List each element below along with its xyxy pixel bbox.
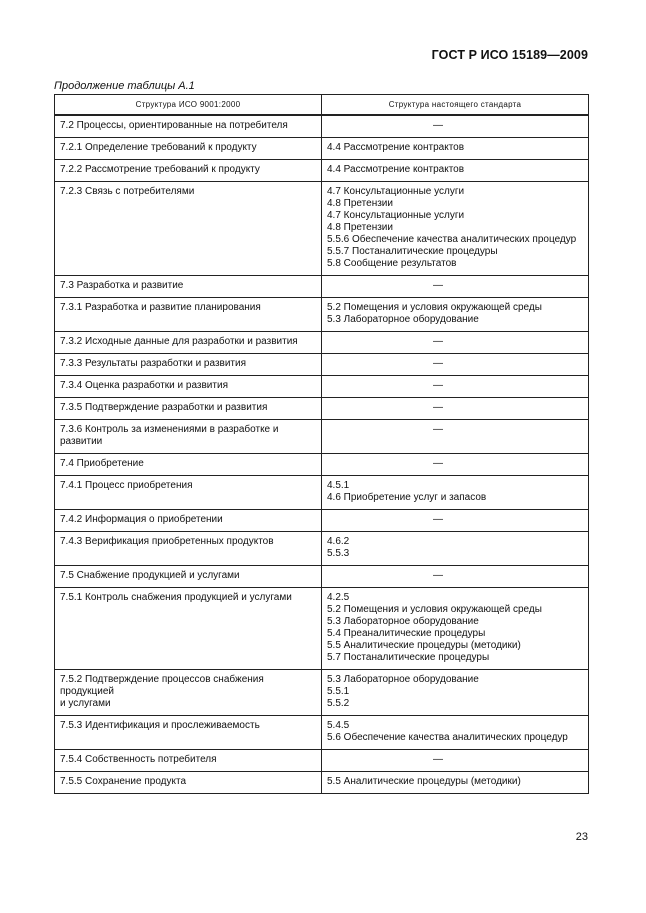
standard-clause-line: — xyxy=(433,120,443,131)
iso-clause-line: 7.5.3 Идентификация и прослеживаемость xyxy=(60,720,260,731)
iso-clause-line: 7.3.5 Подтверждение разработки и развития xyxy=(60,402,268,413)
iso-clause-line: 7.3.6 Контроль за изменениями в разработке и развитии xyxy=(60,424,279,447)
standard-clause-line: 5.3 Лабораторное оборудование xyxy=(327,314,479,325)
standard-clause-line: 5.5 Аналитические процедуры (методики) xyxy=(327,776,521,787)
iso-clause-cell xyxy=(55,454,322,476)
table-row xyxy=(55,566,589,588)
standard-clause-line: — xyxy=(433,514,443,525)
standard-clause-line: 4.4 Рассмотрение контрактов xyxy=(327,164,465,175)
standard-clause-line: 4.7 Консультационные услуги xyxy=(327,210,465,221)
iso-clause-cell xyxy=(55,510,322,532)
iso-clause-line: 7.4.2 Информация о приобретении xyxy=(60,514,223,525)
iso-clause-cell xyxy=(55,476,322,510)
page-number: 23 xyxy=(575,831,588,843)
iso-clause-line: 7.4.1 Процесс приобретения xyxy=(60,480,193,491)
standard-clause-cell xyxy=(322,750,589,772)
table-row xyxy=(55,588,589,670)
iso-clause-cell xyxy=(55,298,322,332)
table-row xyxy=(55,750,589,772)
standard-clause-line: 4.6 Приобретение услуг и запасов xyxy=(327,492,487,503)
table-row xyxy=(55,510,589,532)
standard-clause-line: — xyxy=(433,458,443,469)
iso-clause-cell xyxy=(55,276,322,298)
standard-clause-cell xyxy=(322,276,589,298)
iso-clause-line: 7.2.1 Определение требований к продукту xyxy=(60,142,257,153)
table-row xyxy=(55,454,589,476)
table-row xyxy=(55,420,589,454)
standard-clause-line: 4.8 Претензии xyxy=(327,198,393,209)
table-row xyxy=(55,772,589,794)
iso-clause-cell xyxy=(55,160,322,182)
standard-clause-cell xyxy=(322,115,589,138)
iso-clause-line: 7.5 Снабжение продукцией и услугами xyxy=(60,570,240,581)
standard-clause-line: 5.4 Преаналитические процедуры xyxy=(327,628,486,639)
standard-clause-line: — xyxy=(433,380,443,391)
standard-clause-cell xyxy=(322,772,589,794)
iso-clause-line: и услугами xyxy=(60,698,111,709)
table-row xyxy=(55,354,589,376)
header-this-standard: Структура настоящего стандарта xyxy=(322,95,589,116)
standard-clause-line: 5.5.7 Постаналитические процедуры xyxy=(327,246,498,257)
standard-clause-line: — xyxy=(433,358,443,369)
standard-clause-line: 5.3 Лабораторное оборудование xyxy=(327,616,479,627)
standard-clause-cell xyxy=(322,298,589,332)
standard-clause-line: 5.5 Аналитические процедуры (методики) xyxy=(327,640,521,651)
standard-clause-line: — xyxy=(433,424,443,435)
standard-clause-cell xyxy=(322,510,589,532)
standard-clause-line: 5.3 Лабораторное оборудование xyxy=(327,674,479,685)
iso-clause-line: 7.5.2 Подтверждение процессов снабжения продукцией xyxy=(60,674,264,697)
iso-clause-cell xyxy=(55,772,322,794)
header-iso-9001: Структура ИСО 9001:2000 xyxy=(55,95,322,116)
iso-clause-cell xyxy=(55,716,322,750)
standard-clause-cell xyxy=(322,182,589,276)
table-row xyxy=(55,138,589,160)
table-continuation-caption: Продолжение таблицы А.1 xyxy=(54,80,195,92)
iso-clause-cell xyxy=(55,354,322,376)
standard-clause-cell xyxy=(322,588,589,670)
standard-clause-line: 5.5.6 Обеспечение качества аналитических процедур xyxy=(327,234,577,245)
standard-clause-cell xyxy=(322,332,589,354)
standard-clause-cell xyxy=(322,376,589,398)
iso-clause-line: 7.5.5 Сохранение продукта xyxy=(60,776,187,787)
iso-clause-cell xyxy=(55,182,322,276)
standard-clause-line: 5.2 Помещения и условия окружающей среды xyxy=(327,604,542,615)
table-row xyxy=(55,182,589,276)
iso-clause-cell xyxy=(55,332,322,354)
standard-clause-line: — xyxy=(433,570,443,581)
table-row xyxy=(55,115,589,138)
standard-clause-cell xyxy=(322,398,589,420)
standard-clause-line: 5.5.1 xyxy=(327,686,350,697)
iso-clause-cell xyxy=(55,750,322,772)
standard-clause-line: — xyxy=(433,280,443,291)
table-row xyxy=(55,376,589,398)
table-row xyxy=(55,276,589,298)
iso-clause-cell xyxy=(55,566,322,588)
standard-clause-line: 5.2 Помещения и условия окружающей среды xyxy=(327,302,542,313)
table-row xyxy=(55,160,589,182)
document-title: ГОСТ Р ИСО 15189—2009 xyxy=(431,48,588,62)
standard-clause-line: 5.6 Обеспечение качества аналитических процедур xyxy=(327,732,568,743)
table-row xyxy=(55,532,589,566)
iso-clause-cell xyxy=(55,138,322,160)
standard-clause-line: 4.8 Претензии xyxy=(327,222,393,233)
iso-clause-cell xyxy=(55,588,322,670)
iso-clause-cell xyxy=(55,398,322,420)
iso-clause-line: 7.3.4 Оценка разработки и развития xyxy=(60,380,228,391)
standard-clause-line: 4.4 Рассмотрение контрактов xyxy=(327,142,465,153)
standard-clause-cell xyxy=(322,532,589,566)
standard-clause-line: 5.8 Сообщение результатов xyxy=(327,258,457,269)
standard-clause-line: 4.2.5 xyxy=(327,592,350,603)
standard-clause-cell xyxy=(322,566,589,588)
iso-clause-line: 7.3.1 Разработка и развитие планирования xyxy=(60,302,261,313)
table-row xyxy=(55,298,589,332)
iso-clause-cell xyxy=(55,670,322,716)
table-row xyxy=(55,476,589,510)
iso-clause-line: 7.5.1 Контроль снабжения продукцией и услугами xyxy=(60,592,292,603)
iso-clause-line: 7.2.2 Рассмотрение требований к продукту xyxy=(60,164,260,175)
standard-clause-line: 4.5.1 xyxy=(327,480,350,491)
table-header-row xyxy=(55,95,589,116)
standard-clause-line: 4.7 Консультационные услуги xyxy=(327,186,465,197)
standard-clause-line: — xyxy=(433,336,443,347)
standard-clause-line: 5.7 Постаналитические процедуры xyxy=(327,652,490,663)
standard-clause-cell xyxy=(322,354,589,376)
standard-clause-line: — xyxy=(433,402,443,413)
iso-clause-cell xyxy=(55,376,322,398)
standard-clause-cell xyxy=(322,716,589,750)
standard-clause-cell xyxy=(322,476,589,510)
table-row xyxy=(55,332,589,354)
iso-clause-cell xyxy=(55,532,322,566)
standard-clause-line: 4.6.2 xyxy=(327,536,350,547)
standard-clause-cell xyxy=(322,138,589,160)
iso-clause-line: 7.2 Процессы, ориентированные на потребителя xyxy=(60,120,288,131)
iso-clause-line: 7.3 Разработка и развитие xyxy=(60,280,184,291)
iso-clause-cell xyxy=(55,420,322,454)
iso-structure-table xyxy=(54,94,589,794)
standard-clause-cell xyxy=(322,420,589,454)
iso-clause-line: 7.4.3 Верификация приобретенных продуктов xyxy=(60,536,274,547)
standard-clause-cell xyxy=(322,454,589,476)
iso-clause-line: 7.3.3 Результаты разработки и развития xyxy=(60,358,247,369)
iso-clause-line: 7.2.3 Связь с потребителями xyxy=(60,186,195,197)
standard-clause-line: 5.5.2 xyxy=(327,698,350,709)
standard-clause-cell xyxy=(322,160,589,182)
table-row xyxy=(55,670,589,716)
iso-clause-line: 7.3.2 Исходные данные для разработки и развития xyxy=(60,336,298,347)
iso-clause-line: 7.5.4 Собственность потребителя xyxy=(60,754,217,765)
standard-clause-line: 5.4.5 xyxy=(327,720,350,731)
standard-clause-line: 5.5.3 xyxy=(327,548,350,559)
table-row xyxy=(55,398,589,420)
iso-clause-cell xyxy=(55,115,322,138)
table-row xyxy=(55,716,589,750)
iso-clause-line: 7.4 Приобретение xyxy=(60,458,144,469)
standard-clause-line: — xyxy=(433,754,443,765)
standard-clause-cell xyxy=(322,670,589,716)
